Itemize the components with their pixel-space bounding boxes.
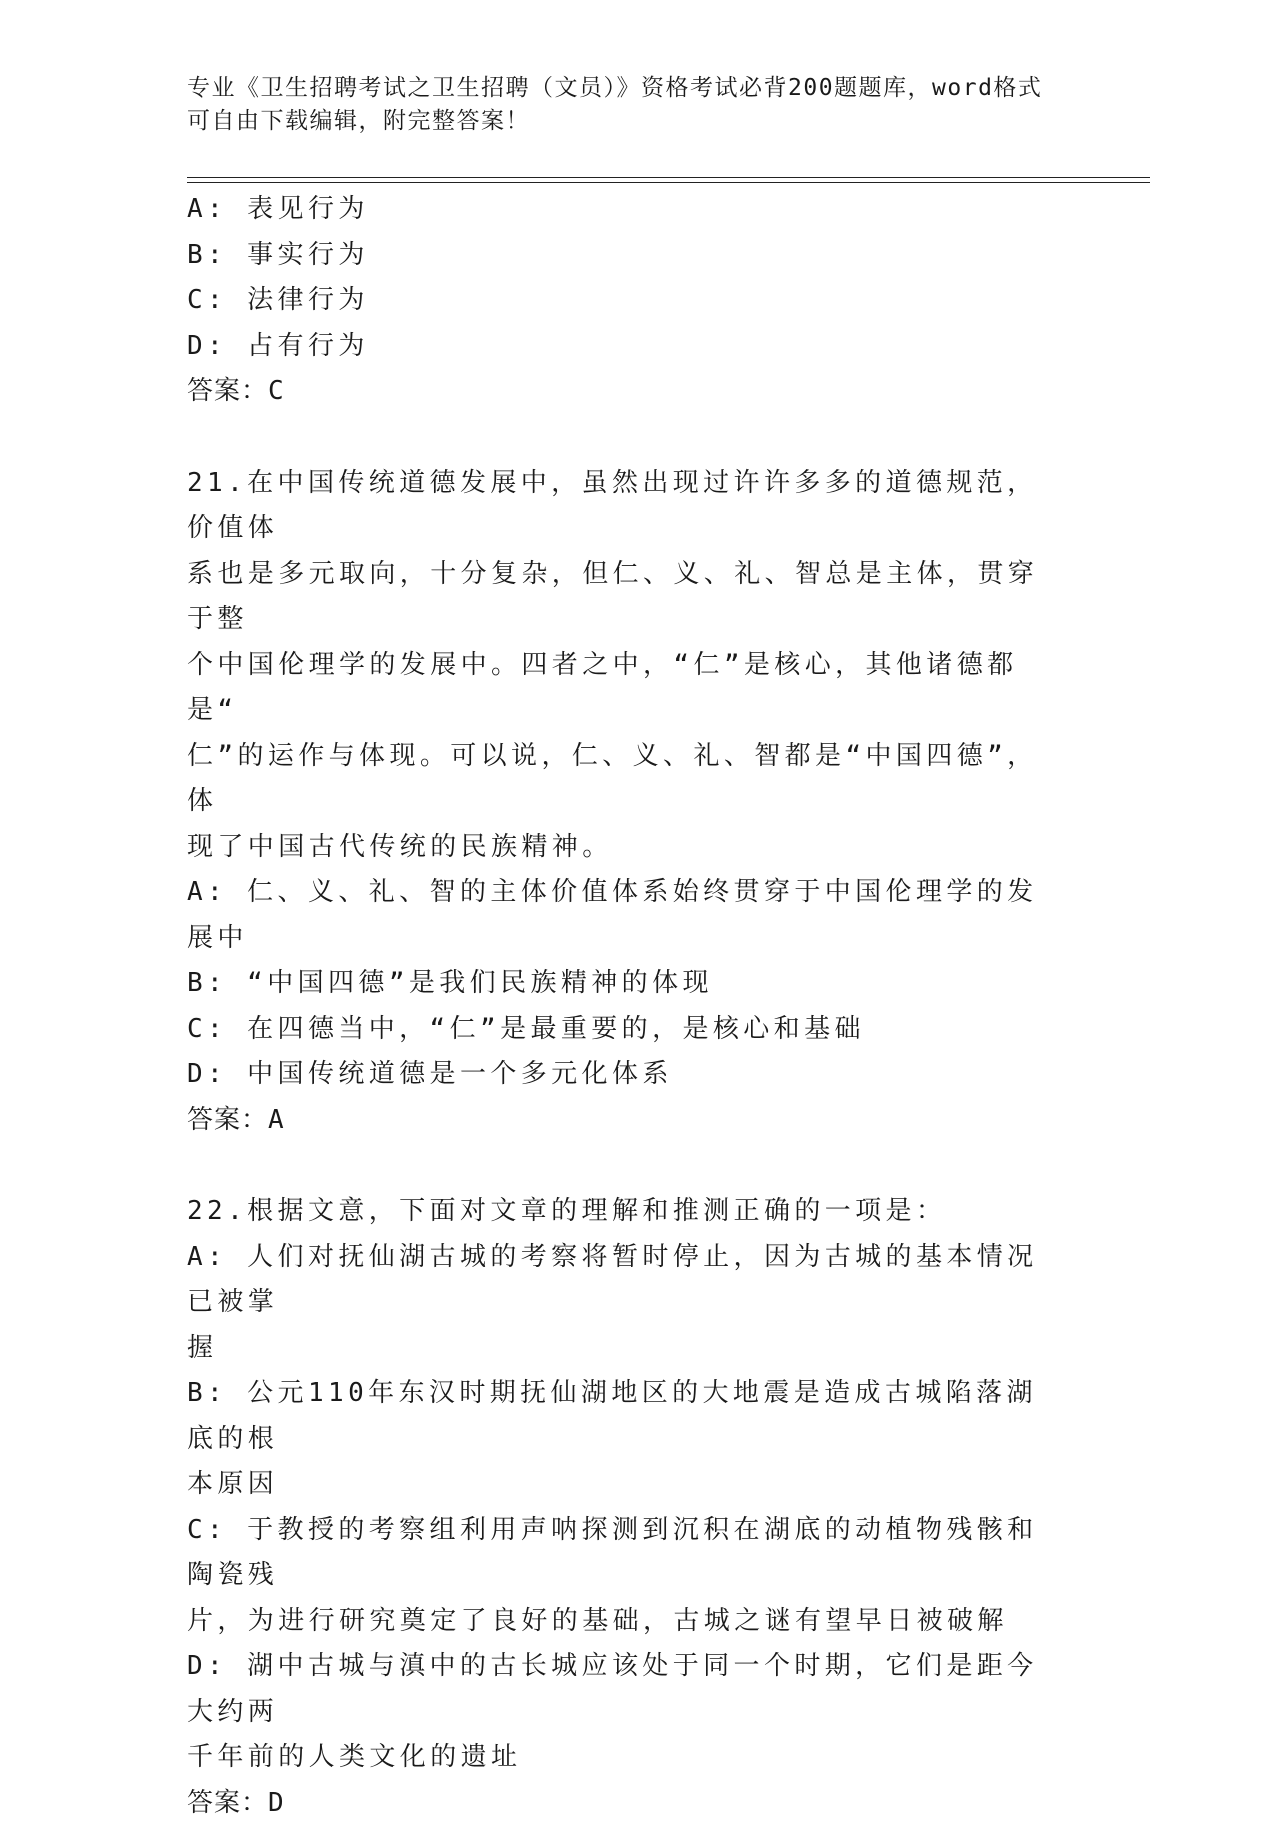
option-b-line-1: B: 公元110年东汉时期抚仙湖地区的大地震是造成古城陷落湖底的根 [187, 1371, 1067, 1462]
header-line-2: 可自由下载编辑，附完整答案！ [187, 105, 1067, 138]
question-22 [187, 1189, 1067, 1826]
header-divider-top [187, 177, 1150, 178]
option-a: A: 仁、义、礼、智的主体价值体系始终贯穿于中国伦理学的发展中 [187, 870, 1067, 961]
option-b: B: 事实行为 [187, 233, 1067, 279]
answer-line: 答案：D [187, 1781, 1067, 1826]
option-c: C: 在四德当中，“仁”是最重要的，是核心和基础 [187, 1007, 1067, 1053]
question-text-line: 仁”的运作与体现。可以说，仁、义、礼、智都是“中国四德”，体 [187, 734, 1067, 825]
document-header [187, 72, 1067, 138]
spacer [187, 1143, 1067, 1189]
option-b-line-2: 本原因 [187, 1462, 1067, 1508]
option-d-line-2: 千年前的人类文化的遗址 [187, 1735, 1067, 1781]
option-a: A: 表见行为 [187, 187, 1067, 233]
header-divider-bottom [187, 182, 1150, 183]
question-text-line: 系也是多元取向，十分复杂，但仁、义、礼、智总是主体，贯穿于整 [187, 552, 1067, 643]
question-content [187, 187, 1067, 1826]
question-21 [187, 461, 1067, 1144]
header-line-1: 专业《卫生招聘考试之卫生招聘（文员）》资格考试必背200题题库，word格式 [187, 72, 1067, 105]
option-d-line-1: D: 湖中古城与滇中的古长城应该处于同一个时期，它们是距今大约两 [187, 1644, 1067, 1735]
option-a-line-1: A: 人们对抚仙湖古城的考察将暂时停止，因为古城的基本情况已被掌 [187, 1235, 1067, 1326]
answer-line: 答案：A [187, 1098, 1067, 1144]
question-20 [187, 187, 1067, 415]
question-text-line: 现了中国古代传统的民族精神。 [187, 825, 1067, 871]
spacer [187, 415, 1067, 461]
question-text-line: 个中国伦理学的发展中。四者之中，“仁”是核心，其他诸德都是“ [187, 643, 1067, 734]
option-a-line-2: 握 [187, 1326, 1067, 1372]
option-c-line-1: C: 于教授的考察组利用声呐探测到沉积在湖底的动植物残骸和陶瓷残 [187, 1508, 1067, 1599]
option-d: D: 中国传统道德是一个多元化体系 [187, 1052, 1067, 1098]
answer-line: 答案：C [187, 369, 1067, 415]
option-c: C: 法律行为 [187, 278, 1067, 324]
option-b: B: “中国四德”是我们民族精神的体现 [187, 961, 1067, 1007]
question-text-line: 22.根据文意，下面对文章的理解和推测正确的一项是： [187, 1189, 1067, 1235]
question-text-line: 21.在中国传统道德发展中，虽然出现过许许多多的道德规范，价值体 [187, 461, 1067, 552]
option-c-line-2: 片，为进行研究奠定了良好的基础，古城之谜有望早日被破解 [187, 1599, 1067, 1645]
option-d: D: 占有行为 [187, 324, 1067, 370]
